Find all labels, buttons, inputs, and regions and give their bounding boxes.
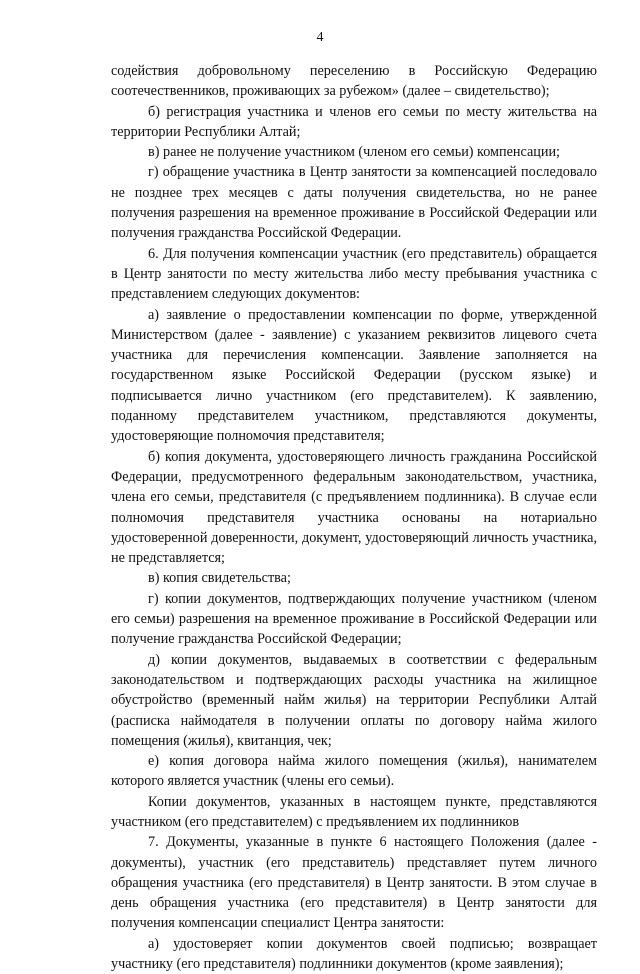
paragraph: г) копии документов, подтверждающих получение участником (членом его семьи) разрешения на временное проживание в Российской Федерации или получение гражданства Российской Федерации;	[111, 590, 597, 648]
paragraph: г) обращение участника в Центр занятости за компенсацией последовало не позднее трех месяцев с даты получения свидетельства, но не ранее получения разрешения на временное проживание в Российской Федерации или получения гражданства Российской Федерации.	[111, 164, 597, 242]
paragraph: в) копия свидетельства;	[148, 570, 291, 587]
paragraph: в) ранее не получение участником (членом его семьи) компенсации;	[148, 144, 560, 161]
paragraph: 7. Документы, указанные в пункте 6 настоящего Положения (далее - документы), участник (его представитель) представляет путем личного обращения участника (его представителя) в Центр занятости. В этом случае в день обращения участника (его представителя) в Центр занятости для получения компенсации специалист Центра занятости:	[111, 834, 597, 932]
paragraph: б) регистрация участника и членов его семьи по месту жительства на территории Республики Алтай;	[111, 103, 597, 140]
paragraph: 6. Для получения компенсации участник (его представитель) обращается в Центр занятости по месту жительства либо месту пребывания участника с представлением следующих документов:	[111, 245, 597, 303]
paragraph: д) копии документов, выдаваемых в соответствии с федеральным законодательством и подтверждающих расходы участника на жилищное обустройство (временный найм жилья) на территории Республики Алтай (расписка наймодателя в получении оплаты по договору найма жилого помещения (жилья), квитанция, чек;	[111, 651, 597, 749]
paragraph: а) удостоверяет копии документов своей подписью; возвращает участнику (его представителя) подлинники документов (кроме заявления);	[111, 935, 597, 973]
page-number: 4	[316, 30, 324, 45]
paragraph: е) копия договора найма жилого помещения (жилья), нанимателем которого является участник (члены его семьи).	[111, 753, 597, 790]
paragraph: содействия добровольному переселению в Российскую Федерацию соотечественников, проживающих за рубежом» (далее – свидетельство);	[111, 63, 597, 100]
paragraph: а) заявление о предоставлении компенсации по форме, утвержденной Министерством (далее - заявление) с указанием реквизитов лицевого счета участника для перечисления компенсации. Заявление заполняется на государственном языке Российской Федерации (русском языке) и подписывается лично участником (его представителем). К заявлению, поданному представителем участником, представляются документы, удостоверяющие полномочия представителя;	[111, 306, 597, 445]
document-body	[111, 61, 597, 974]
paragraph: б) копия документа, удостоверяющего личность гражданина Российской Федерации, предусмотренного федеральным законодательством, участника, члена его семьи, представителя (с предъявлением подлинника). В случае если полномочия представителя участника основаны на нотариально удостоверенной доверенности, документ, удостоверяющий личность участника, не представляется;	[111, 448, 597, 567]
paragraph: Копии документов, указанных в настоящем пункте, представляются участником (его представителем) с предъявлением их подлинников	[111, 793, 597, 830]
